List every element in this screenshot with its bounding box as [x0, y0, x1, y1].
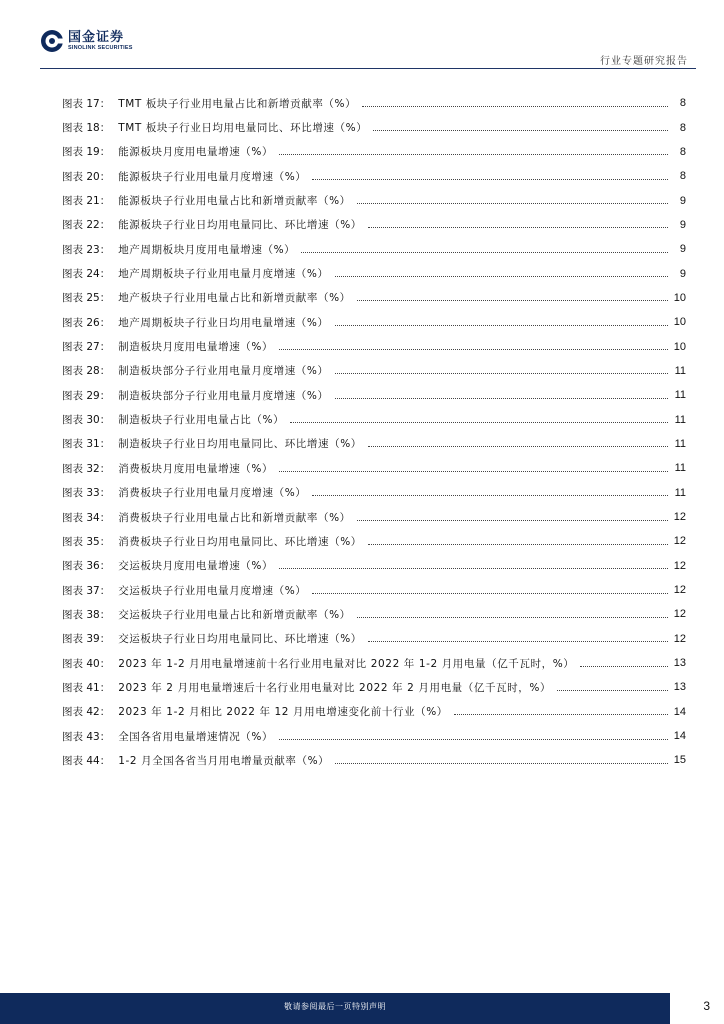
toc-entry-title: 交运板块子行业日均用电量同比、环比增速（%） [118, 633, 362, 646]
toc-entry-label: 图表 35： [62, 535, 111, 548]
toc-entry-page: 13 [673, 657, 686, 670]
toc-entry-label: 图表 30： [62, 414, 111, 427]
toc-entry-title: 全国各省用电量增速情况（%） [118, 730, 274, 743]
toc-dot-leader [557, 690, 668, 691]
toc-entry-page: 15 [673, 754, 686, 767]
toc-entry[interactable] [62, 481, 686, 505]
toc-entry-label: 图表 38： [62, 608, 111, 621]
toc-entry[interactable] [62, 432, 686, 456]
company-logo [40, 28, 133, 54]
toc-entry-title: 地产周期板块月度用电量增速（%） [118, 243, 296, 256]
toc-entry-label: 图表 44： [62, 754, 111, 767]
toc-dot-leader [368, 544, 668, 545]
toc-dot-leader [357, 203, 668, 204]
toc-entry-title: 消费板块子行业用电量月度增速（%） [118, 487, 307, 500]
toc-entry[interactable] [62, 578, 686, 602]
toc-entry[interactable] [62, 407, 686, 431]
toc-entry[interactable] [62, 334, 686, 358]
toc-entry[interactable] [62, 359, 686, 383]
toc-entry-label: 图表 19： [62, 146, 111, 159]
toc-dot-leader [368, 446, 668, 447]
toc-entry-page: 9 [679, 194, 686, 207]
toc-entry-page: 11 [674, 462, 686, 475]
toc-dot-leader [279, 154, 668, 155]
toc-dot-leader [368, 641, 668, 642]
footer-disclaimer: 敬请参阅最后一页特别声明 [284, 1002, 386, 1011]
toc-entry-label: 图表 28： [62, 365, 111, 378]
toc-dot-leader [335, 276, 668, 277]
toc-entry-page: 11 [674, 364, 686, 377]
toc-entry-page: 12 [673, 559, 686, 572]
toc-dot-leader [454, 714, 668, 715]
report-type-label: 行业专题研究报告 [600, 56, 688, 67]
toc-entry-title: TMT 板块子行业日均用电量同比、环比增速（%） [118, 122, 368, 135]
toc-entry-title: 制造板块部分子行业用电量月度增速（%） [118, 365, 329, 378]
toc-entry-label: 图表 18： [62, 122, 111, 135]
toc-dot-leader [357, 617, 668, 618]
toc-entry-page: 14 [673, 705, 686, 718]
toc-entry[interactable] [62, 529, 686, 553]
toc-dot-leader [373, 130, 668, 131]
toc-dot-leader [335, 373, 668, 374]
toc-dot-leader [279, 349, 668, 350]
toc-entry[interactable] [62, 115, 686, 139]
toc-entry-page: 12 [673, 632, 686, 645]
toc-entry-label: 图表 23： [62, 243, 111, 256]
toc-entry-title: 1-2 月全国各省当月用电增量贡献率（%） [118, 754, 330, 767]
toc-entry-title: 能源板块子行业日均用电量同比、环比增速（%） [118, 219, 362, 232]
toc-dot-leader [368, 227, 668, 228]
logo-english-name: SINOLINK SECURITIES [68, 44, 133, 51]
toc-entry[interactable] [62, 237, 686, 261]
toc-entry-title: 消费板块子行业日均用电量同比、环比增速（%） [118, 535, 362, 548]
toc-entry-label: 图表 24： [62, 268, 111, 281]
toc-entry-label: 图表 41： [62, 681, 111, 694]
toc-entry[interactable] [62, 505, 686, 529]
toc-entry-label: 图表 43： [62, 730, 111, 743]
toc-entry-label: 图表 27： [62, 341, 111, 354]
toc-entry-page: 9 [679, 267, 686, 280]
toc-entry-page: 12 [673, 535, 686, 548]
toc-entry-title: 地产周期板块子行业日均用电量增速（%） [118, 316, 329, 329]
toc-entry-title: 交运板块子行业用电量月度增速（%） [118, 584, 307, 597]
toc-entry-label: 图表 22： [62, 219, 111, 232]
toc-dot-leader [335, 325, 668, 326]
toc-dot-leader [279, 471, 668, 472]
toc-entry-label: 图表 36： [62, 560, 111, 573]
toc-entry[interactable] [62, 261, 686, 285]
toc-entry-page: 11 [674, 437, 686, 450]
toc-entry-page: 11 [674, 389, 686, 402]
toc-entry-page: 8 [679, 121, 686, 134]
toc-entry-title: 能源板块子行业用电量月度增速（%） [118, 170, 307, 183]
toc-dot-leader [312, 593, 667, 594]
toc-entry[interactable] [62, 724, 686, 748]
toc-entry-page: 10 [673, 291, 686, 304]
toc-entry-title: 交运板块月度用电量增速（%） [118, 560, 274, 573]
toc-entry-label: 图表 39： [62, 633, 111, 646]
toc-entry[interactable] [62, 651, 686, 675]
toc-entry-label: 图表 37： [62, 584, 111, 597]
toc-entry[interactable] [62, 91, 686, 115]
toc-entry-page: 8 [679, 97, 686, 110]
toc-entry[interactable] [62, 554, 686, 578]
toc-entry-title: 地产周期板块子行业用电量月度增速（%） [118, 268, 329, 281]
toc-entry-page: 8 [679, 170, 686, 183]
toc-dot-leader [312, 495, 668, 496]
toc-entry-title: 2023 年 1-2 月相比 2022 年 12 月用电增速变化前十行业（%） [118, 706, 448, 719]
figure-list [62, 91, 686, 773]
toc-entry-title: 制造板块月度用电量增速（%） [118, 341, 274, 354]
toc-entry-page: 14 [673, 730, 686, 743]
toc-dot-leader [335, 763, 667, 764]
toc-dot-leader [279, 739, 668, 740]
toc-dot-leader [335, 398, 668, 399]
toc-entry-label: 图表 21： [62, 195, 111, 208]
page-number: 3 [703, 999, 710, 1013]
toc-entry-title: 制造板块子行业用电量占比（%） [118, 414, 285, 427]
toc-entry-title: 消费板块子行业用电量占比和新增贡献率（%） [118, 511, 351, 524]
toc-entry-label: 图表 20： [62, 170, 111, 183]
toc-entry-page: 11 [674, 486, 686, 499]
sinolink-logo-icon [40, 29, 64, 53]
toc-entry-page: 12 [673, 584, 686, 597]
toc-entry-title: TMT 板块子行业用电量占比和新增贡献率（%） [118, 97, 357, 110]
toc-entry[interactable] [62, 627, 686, 651]
toc-entry-label: 图表 33： [62, 487, 111, 500]
toc-entry[interactable] [62, 383, 686, 407]
toc-entry-page: 10 [673, 340, 686, 353]
toc-entry[interactable] [62, 310, 686, 334]
toc-dot-leader [279, 568, 668, 569]
logo-chinese-name: 国金证券 [68, 29, 125, 45]
toc-entry-title: 2023 年 2 月用电量增速后十名行业用电量对比 2022 年 2 月用电量（亿千瓦时，%） [118, 681, 552, 694]
toc-dot-leader [362, 106, 668, 107]
toc-entry-label: 图表 26： [62, 316, 111, 329]
header-divider [40, 68, 696, 69]
toc-dot-leader [357, 300, 668, 301]
toc-entry[interactable] [62, 213, 686, 237]
toc-entry-title: 能源板块月度用电量增速（%） [118, 146, 274, 159]
toc-dot-leader [312, 179, 668, 180]
toc-entry-title: 地产板块子行业用电量占比和新增贡献率（%） [118, 292, 351, 305]
toc-entry[interactable] [62, 748, 686, 772]
toc-entry-label: 图表 29： [62, 389, 111, 402]
toc-entry-page: 12 [673, 608, 686, 621]
page-header [0, 0, 724, 68]
toc-entry-title: 能源板块子行业用电量占比和新增贡献率（%） [118, 195, 351, 208]
toc-dot-leader [357, 520, 668, 521]
toc-entry-page: 9 [679, 218, 686, 231]
toc-dot-leader [580, 666, 667, 667]
toc-entry[interactable] [62, 140, 686, 164]
toc-dot-leader [301, 252, 668, 253]
toc-entry[interactable] [62, 675, 686, 699]
toc-entry[interactable] [62, 456, 686, 480]
toc-entry[interactable] [62, 164, 686, 188]
toc-entry-label: 图表 32： [62, 462, 111, 475]
toc-entry-title: 2023 年 1-2 月用电量增速前十名行业用电量对比 2022 年 1-2 月用电量（亿千瓦时，%） [118, 657, 575, 670]
toc-dot-leader [290, 422, 668, 423]
toc-entry[interactable] [62, 602, 686, 626]
toc-entry-label: 图表 17： [62, 97, 111, 110]
toc-entry-label: 图表 31： [62, 438, 111, 451]
toc-entry[interactable] [62, 286, 686, 310]
toc-entry-label: 图表 42： [62, 706, 111, 719]
toc-entry-page: 10 [673, 316, 686, 329]
toc-entry-label: 图表 25： [62, 292, 111, 305]
toc-entry-title: 消费板块月度用电量增速（%） [118, 462, 274, 475]
toc-entry-page: 12 [673, 511, 686, 524]
toc-entry-page: 8 [679, 145, 686, 158]
toc-entry-label: 图表 40： [62, 657, 111, 670]
toc-entry-title: 制造板块部分子行业用电量月度增速（%） [118, 389, 329, 402]
toc-entry[interactable] [62, 700, 686, 724]
toc-entry-title: 交运板块子行业用电量占比和新增贡献率（%） [118, 608, 351, 621]
toc-entry-title: 制造板块子行业日均用电量同比、环比增速（%） [118, 438, 362, 451]
toc-entry-page: 11 [674, 413, 686, 426]
toc-entry[interactable] [62, 188, 686, 212]
toc-entry-label: 图表 34： [62, 511, 111, 524]
toc-entry-page: 9 [679, 243, 686, 256]
toc-entry-page: 13 [673, 681, 686, 694]
